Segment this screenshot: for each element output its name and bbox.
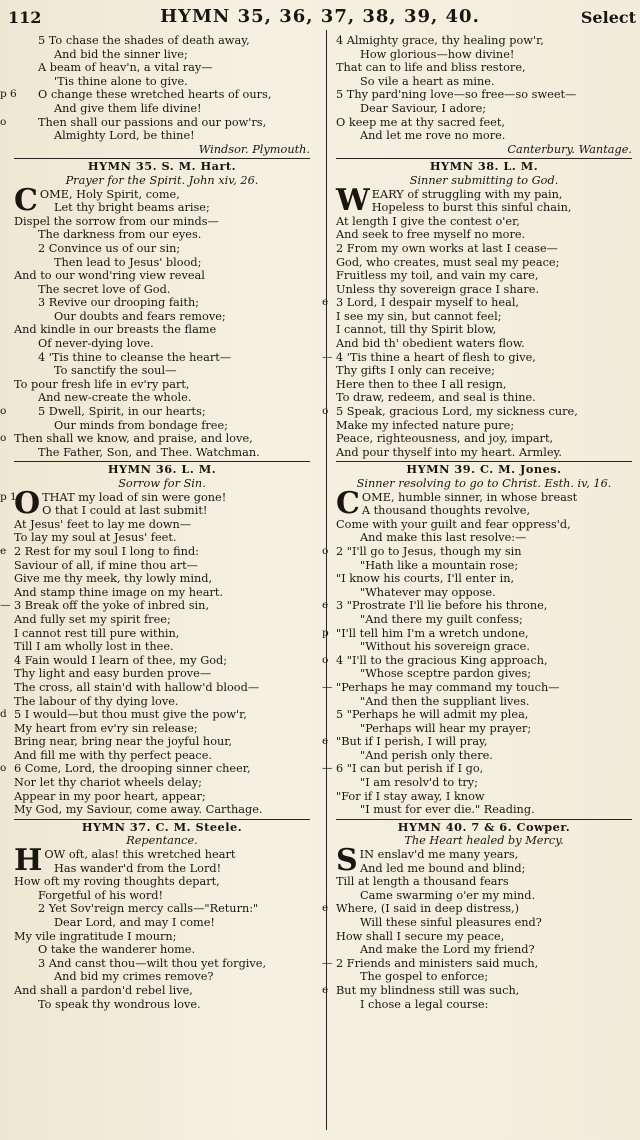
verse-line <box>336 364 632 378</box>
dynamic-mark: e <box>322 735 329 748</box>
verse-line <box>322 680 632 695</box>
verse-text: Came swarming o'er my mind. <box>360 888 536 902</box>
verse-line <box>0 762 310 776</box>
verse-text: Fruitless my toil, and vain my care, <box>336 269 539 283</box>
verse-text: O keep me at thy sacred feet, <box>336 115 505 129</box>
hymn-heading: HYMN 40. 7 & 6. Cowper. <box>397 819 571 834</box>
tune-names: Canterbury. Wantage. <box>507 142 632 156</box>
verse-text: Bring near, bring near the joyful hour, <box>14 735 233 749</box>
verse-line <box>336 75 632 89</box>
verse-text: 3 Lord, I despair myself to heal, <box>336 296 520 310</box>
verse-line <box>336 875 632 889</box>
verse-text: 3 "Prostrate I'll lie before his throne, <box>336 599 548 613</box>
verse-text: To lay my soul at Jesus' feet. <box>14 531 177 545</box>
verse-text: My heart from ev'ry sin release; <box>14 721 198 735</box>
verse-text: And bid the sinner live; <box>54 47 188 61</box>
drop-capital: C <box>14 182 38 218</box>
verse-text: OME, humble sinner, in whose breast <box>361 490 578 504</box>
dynamic-mark: — <box>322 350 333 363</box>
verse-text: Will these sinful pleasures end? <box>360 916 542 929</box>
verse-text: How oft my roving thoughts depart, <box>14 875 220 889</box>
hymn-heading: HYMN 36. L. M. <box>107 462 217 477</box>
verse-line <box>14 351 310 365</box>
verse-text: Where, (I said in deep distress,) <box>336 902 520 916</box>
verse-text: "Perhaps will hear my prayer; <box>360 721 532 735</box>
verse-line <box>14 518 310 532</box>
dynamic-mark: e <box>0 544 7 557</box>
dynamic-mark: o <box>322 653 329 666</box>
verse-line <box>14 586 310 600</box>
verse-text: 2 Rest for my soul I long to find: <box>14 544 199 558</box>
verse-text: How glorious—how divine! <box>360 47 515 61</box>
verse-line <box>336 378 632 392</box>
verse-text: But my blindness still was such, <box>336 983 520 997</box>
verse-line <box>336 88 632 102</box>
verse-line <box>14 504 310 518</box>
verse-text: Our doubts and fears remove; <box>54 309 226 323</box>
verse-text: Thy gifts I only can receive; <box>336 364 495 378</box>
verse-text: 2 Convince us of our sin; <box>38 241 181 255</box>
verse-line <box>336 708 632 722</box>
verse-line <box>14 75 310 89</box>
verse-text: I cannot, till thy Spirit blow, <box>336 323 497 337</box>
running-head-right: Select <box>580 8 636 27</box>
verse-text: IN enslav'd me many years, <box>359 848 519 862</box>
verse-line <box>14 337 310 351</box>
verse-text: "Perhaps he may command my touch— <box>336 680 560 694</box>
verse-text: And kindle in our breasts the flame <box>14 323 217 337</box>
verse-text: Let thy bright beams arise; <box>54 201 210 215</box>
dynamic-mark: o <box>322 405 329 418</box>
verse-line <box>336 776 632 790</box>
verse-text: 3 Revive our drooping faith; <box>38 296 200 310</box>
dynamic-mark: — <box>322 956 333 969</box>
verse-line <box>336 391 632 405</box>
verse-text: Forgetful of his word! <box>38 888 164 902</box>
drop-capital: H <box>14 843 43 879</box>
verse-line <box>336 722 632 736</box>
verse-text: Then shall our passions and our pow'rs, <box>38 115 267 129</box>
verse-text: 2 Friends and ministers said much, <box>336 956 539 970</box>
verse-line <box>0 115 310 130</box>
verse-line <box>0 405 310 419</box>
verse-text: Come with your guilt and fear oppress'd, <box>336 517 571 531</box>
verse-text: Dear Lord, and may I come! <box>54 916 215 929</box>
verse-line <box>336 586 632 600</box>
verse-text: Then lead to Jesus' blood; <box>54 255 202 269</box>
verse-line <box>336 916 632 930</box>
dynamic-mark: d <box>0 708 7 721</box>
verse-line <box>336 323 632 337</box>
verse-text: Saviour of all, if mine thou art— <box>14 558 198 572</box>
verse-text: How shall I secure my peace, <box>336 929 505 943</box>
verse-text: 2 From my own works at last I cease— <box>336 241 558 255</box>
verse-line <box>14 984 310 998</box>
verse-text: To pour fresh life in ev'ry part, <box>14 377 190 391</box>
verse-line <box>336 116 632 130</box>
dynamic-mark: p 6 <box>0 88 17 101</box>
verse-line <box>336 256 632 270</box>
verse-text: 4 Fain would I learn of thee, my God; <box>14 653 228 667</box>
verse-text: Peace, righteousness, and joy, impart, <box>336 432 554 446</box>
verse-line <box>336 613 632 627</box>
verse-line <box>14 61 310 75</box>
hymn-subtitle: Sinner submitting to God. <box>409 173 559 187</box>
verse-text: I chose a legal course: <box>360 997 489 1011</box>
verse-line <box>14 572 310 586</box>
verse-line <box>336 283 632 297</box>
verse-text: "I'll tell him I'm a wretch undone, <box>336 626 529 640</box>
verse-text: And bid th' obedient waters flow. <box>336 337 525 351</box>
verse-text: 5 "Perhaps he will admit my plea, <box>336 708 529 722</box>
verse-line <box>14 531 310 545</box>
verse-text: "And perish only there. <box>360 748 493 762</box>
verse-text: "I know his courts, I'll enter in, <box>336 572 515 586</box>
verse-line <box>322 296 632 310</box>
verse-text: And seek to free myself no more. <box>336 228 526 242</box>
verse-line <box>336 419 632 433</box>
verse-line <box>322 544 632 559</box>
verse-text: 5 To chase the shades of death away, <box>38 34 250 47</box>
dynamic-mark: e <box>322 902 329 915</box>
verse-text: 5 Thy pard'ning love—so free—so sweet— <box>336 88 577 102</box>
verse-line <box>14 296 310 310</box>
verse-line <box>14 640 310 654</box>
verse-text: OW oft, alas! this wretched heart <box>44 848 236 862</box>
verse-line <box>322 626 632 641</box>
verse-line <box>14 875 310 889</box>
verse-line <box>322 902 632 916</box>
verse-text: 3 And canst thou—wilt thou yet forgive, <box>38 956 267 970</box>
verse-text: To draw, redeem, and seal is thine. <box>336 391 536 405</box>
verse-text: "But if I perish, I will pray, <box>336 735 488 749</box>
verse-text: To speak thy wondrous love. <box>38 997 201 1011</box>
verse-line <box>14 419 310 433</box>
verse-text: "I am resolv'd to try; <box>360 776 478 790</box>
verse-line <box>14 943 310 957</box>
verse-line <box>336 215 632 229</box>
verse-text: "And then the suppliant lives. <box>360 694 530 708</box>
dynamic-mark: o <box>0 405 7 418</box>
verse-text: Make my infected nature pure; <box>336 418 515 432</box>
verse-line <box>14 957 310 971</box>
verse-text: And give them life divine! <box>54 101 202 115</box>
verse-text: 5 Speak, gracious Lord, my sickness cure, <box>336 405 578 419</box>
verse-line <box>14 776 310 790</box>
left-column <box>0 34 310 1011</box>
dynamic-mark: p 1 <box>0 490 17 503</box>
dynamic-mark: o <box>322 544 329 557</box>
hymn-heading: HYMN 39. C. M. Jones. <box>406 462 562 477</box>
verse-text: Of never-dying love. <box>38 337 154 351</box>
verse-text: "For if I stay away, I know <box>336 789 485 803</box>
verse-line <box>322 956 632 971</box>
verse-text: And fully set my spirit free; <box>14 612 171 626</box>
verse-line <box>14 902 310 916</box>
verse-text: And stamp thine image on my heart. <box>14 585 223 599</box>
verse-line <box>14 446 310 460</box>
verse-text: And to our wond'ring view reveal <box>14 269 205 283</box>
hymn-subtitle: Repentance. <box>126 834 198 848</box>
verse-text: Has wander'd from the Lord! <box>54 861 222 875</box>
page-header <box>0 6 640 30</box>
verse-line <box>322 735 632 749</box>
verse-line <box>336 504 632 518</box>
verse-line <box>336 749 632 763</box>
verse-text: "Whose sceptre pardon gives; <box>360 667 531 681</box>
verse-text: The darkness from our eyes. <box>38 228 202 242</box>
verse-line <box>322 350 632 365</box>
dynamic-mark: e <box>322 599 329 612</box>
dynamic-mark: — <box>0 599 11 612</box>
verse-line <box>14 681 310 695</box>
verse-line <box>14 613 310 627</box>
verse-text: And make this last resolve:— <box>360 531 527 545</box>
verse-text: O take the wanderer home. <box>38 943 196 957</box>
verse-text: Hopeless to burst this sinful chain, <box>371 201 572 215</box>
verse-text: Dispel the sorrow from our minds— <box>14 214 219 228</box>
verse-line <box>14 803 310 817</box>
hymn-subtitle: Sinner resolving to go to Christ. Esth. iv, 16. <box>356 477 612 490</box>
verse-text: Then shall we know, and praise, and love, <box>14 432 253 446</box>
verse-text: A beam of heav'n, a vital ray— <box>38 61 213 75</box>
verse-text: That can to life and bliss restore, <box>336 61 526 75</box>
verse-line <box>0 544 310 559</box>
verse-line <box>14 48 310 62</box>
verse-line <box>336 943 632 957</box>
verse-text: 2 Yet Sov'reign mercy calls—"Return:" <box>38 902 259 916</box>
verse-text: 4 'Tis thine to cleanse the heart— <box>38 350 232 364</box>
verse-text: Here then to thee I all resign, <box>336 377 507 391</box>
verse-text: The gospel to enforce; <box>360 970 489 984</box>
verse-line <box>336 102 632 116</box>
dynamic-mark: o <box>0 432 7 445</box>
verse-text: 4 'Tis thine a heart of flesh to give, <box>336 350 536 364</box>
verse-text: Appear in my poor heart, appear; <box>14 789 206 803</box>
verse-text: The secret love of God. <box>38 282 171 296</box>
verse-line <box>14 378 310 392</box>
right-column <box>322 34 632 1011</box>
verse-text: At Jesus' feet to lay me down— <box>14 517 192 531</box>
verse-line <box>336 242 632 256</box>
dynamic-mark: o <box>0 762 7 775</box>
dynamic-mark: e <box>322 983 329 996</box>
verse-text: O that I could at last submit! <box>42 504 208 518</box>
verse-text: The labour of thy dying love. <box>14 694 179 708</box>
verse-line <box>336 862 632 876</box>
verse-line <box>336 998 632 1012</box>
verse-line <box>322 599 632 613</box>
verse-line <box>336 269 632 283</box>
verse-text: O change these wretched hearts of ours, <box>38 88 272 102</box>
verse-line <box>336 446 632 460</box>
verse-line <box>336 337 632 351</box>
verse-line <box>336 531 632 545</box>
verse-line <box>336 889 632 903</box>
verse-text: Thy light and easy burden prove— <box>14 667 212 681</box>
verse-text: 3 Break off the yoke of inbred sin, <box>14 599 210 613</box>
verse-line <box>336 790 632 804</box>
drop-capital: S <box>336 843 358 879</box>
verse-text: OME, Holy Spirit, come, <box>39 187 180 201</box>
verse-text: Almighty Lord, be thine! <box>54 129 195 143</box>
verse-text: My God, my Saviour, come away. Carthage. <box>14 803 263 817</box>
verse-text: Our minds from bondage free; <box>54 418 228 432</box>
verse-text: 2 "I'll go to Jesus, though my sin <box>336 544 522 558</box>
verse-line <box>336 667 632 681</box>
drop-capital: O <box>14 485 41 521</box>
verse-text: "And there my guilt confess; <box>360 612 523 626</box>
tune-names: Windsor. Plymouth. <box>198 142 310 156</box>
verse-line <box>14 790 310 804</box>
verse-text: 5 I would—but thou must give the pow'r, <box>14 708 247 722</box>
verse-line <box>322 983 632 998</box>
verse-line <box>336 695 632 709</box>
verse-line <box>0 432 310 446</box>
verse-line <box>14 201 310 215</box>
page-number: 112 <box>8 8 42 27</box>
verse-text: God, who creates, must seal my peace; <box>336 255 560 269</box>
verse-line <box>336 640 632 654</box>
verse-text: And new-create the whole. <box>38 391 192 405</box>
verse-text: At length I give the contest o'er, <box>336 214 520 228</box>
hymn-heading: HYMN 35. S. M. Hart. <box>87 159 237 174</box>
verse-line <box>14 391 310 405</box>
hymn-subtitle: Sorrow for Sin. <box>118 477 206 490</box>
verse-line <box>14 256 310 270</box>
verse-text: Dear Saviour, I adore; <box>360 101 487 115</box>
verse-line <box>14 667 310 681</box>
verse-text: Unless thy sovereign grace I share. <box>336 282 540 296</box>
verse-line <box>14 722 310 736</box>
verse-text: And make the Lord my friend? <box>360 943 535 957</box>
verse-line <box>336 201 632 215</box>
verse-text: And pour thyself into my heart. Armley. <box>336 445 562 459</box>
verse-line <box>14 323 310 337</box>
verse-text: 4 "I'll to the gracious King approach, <box>336 653 548 667</box>
verse-text: "Without his sovereign grace. <box>360 640 530 654</box>
verse-text: And let me rove no more. <box>360 129 506 143</box>
verse-line <box>14 34 310 48</box>
verse-text: "Whatever may oppose. <box>360 585 496 599</box>
verse-text: And led me bound and blind; <box>360 861 526 875</box>
verse-line <box>336 518 632 532</box>
verse-line <box>14 102 310 116</box>
verse-text: A thousand thoughts revolve, <box>361 504 531 518</box>
verse-text: To sanctify the soul— <box>54 364 177 378</box>
verse-line <box>14 862 310 876</box>
verse-line <box>322 405 632 419</box>
verse-text: 'Tis thine alone to give. <box>54 74 188 88</box>
verse-line <box>14 735 310 749</box>
verse-line <box>14 559 310 573</box>
verse-line <box>322 653 632 668</box>
verse-line <box>322 762 632 776</box>
verse-text: 4 Almighty grace, thy healing pow'r, <box>336 34 544 47</box>
verse-line <box>14 627 310 641</box>
verse-text: "I must for ever die." Reading. <box>360 803 535 817</box>
verse-text: Till at length a thousand fears <box>336 875 509 889</box>
verse-text: EARY of struggling with my pain, <box>371 187 563 201</box>
dynamic-mark: p <box>322 626 329 639</box>
verse-line <box>14 998 310 1012</box>
verse-line <box>0 88 310 102</box>
verse-line <box>14 129 310 143</box>
verse-text: Give me thy meek, thy lowly mind, <box>14 572 213 586</box>
verse-line <box>14 310 310 324</box>
verse-text: THAT my load of sin were gone! <box>42 490 227 504</box>
verse-text: So vile a heart as mine. <box>360 74 495 88</box>
verse-text: My vile ingratitude I mourn; <box>14 929 177 943</box>
verse-line <box>14 695 310 709</box>
verse-line <box>14 970 310 984</box>
verse-text: 6 "I can but perish if I go, <box>336 762 484 776</box>
verse-line <box>336 572 632 586</box>
verse-text: "Hath like a mountain rose; <box>360 558 519 572</box>
verse-text: The Father, Son, and Thee. Watchman. <box>38 445 260 459</box>
verse-text: 6 Come, Lord, the drooping sinner cheer, <box>14 762 251 776</box>
verse-text: Nor let thy chariot wheels delay; <box>14 776 202 790</box>
verse-line <box>14 283 310 297</box>
dynamic-mark: o <box>0 115 7 128</box>
verse-text: 5 Dwell, Spirit, in our hearts; <box>38 405 206 419</box>
hymn-heading: HYMN 37. C. M. Steele. <box>81 819 243 834</box>
verse-line <box>14 242 310 256</box>
verse-text: I cannot rest till pure within, <box>14 626 180 640</box>
drop-capital: C <box>336 485 360 521</box>
verse-line <box>336 310 632 324</box>
verse-line <box>336 559 632 573</box>
hymn-subtitle: Prayer for the Spirit. John xiv, 26. <box>65 173 259 187</box>
dynamic-mark: e <box>322 296 329 309</box>
verse-line <box>14 916 310 930</box>
page-title: HYMN 35, 36, 37, 38, 39, 40. <box>160 6 480 27</box>
hymn-heading: HYMN 38. L. M. <box>429 159 539 174</box>
verse-line <box>336 48 632 62</box>
verse-line <box>0 599 310 613</box>
dynamic-mark: — <box>322 762 333 775</box>
verse-line <box>14 889 310 903</box>
verse-line <box>14 228 310 242</box>
verse-line <box>336 61 632 75</box>
drop-capital: W <box>336 182 370 218</box>
verse-line <box>336 129 632 143</box>
verse-line <box>0 708 310 722</box>
verse-line <box>14 269 310 283</box>
verse-text: And fill me with thy perfect peace. <box>14 748 212 762</box>
verse-line <box>336 228 632 242</box>
verse-line <box>336 34 632 48</box>
verse-line <box>14 749 310 763</box>
dynamic-mark: — <box>322 680 333 693</box>
verse-line <box>336 432 632 446</box>
verse-line <box>14 364 310 378</box>
verse-text: Till I am wholly lost in thee. <box>14 640 174 654</box>
verse-text: And bid my crimes remove? <box>54 970 214 984</box>
verse-line <box>14 215 310 229</box>
hymn-subtitle: The Heart healed by Mercy. <box>404 834 564 848</box>
verse-text: The cross, all stain'd with hallow'd blood— <box>14 680 260 694</box>
verse-text: I see my sin, but cannot feel; <box>336 309 502 323</box>
verse-text: And shall a pardon'd rebel live, <box>14 983 193 997</box>
verse-line <box>336 970 632 984</box>
verse-line <box>336 803 632 817</box>
verse-line <box>14 654 310 668</box>
verse-line <box>14 930 310 944</box>
verse-line <box>336 930 632 944</box>
